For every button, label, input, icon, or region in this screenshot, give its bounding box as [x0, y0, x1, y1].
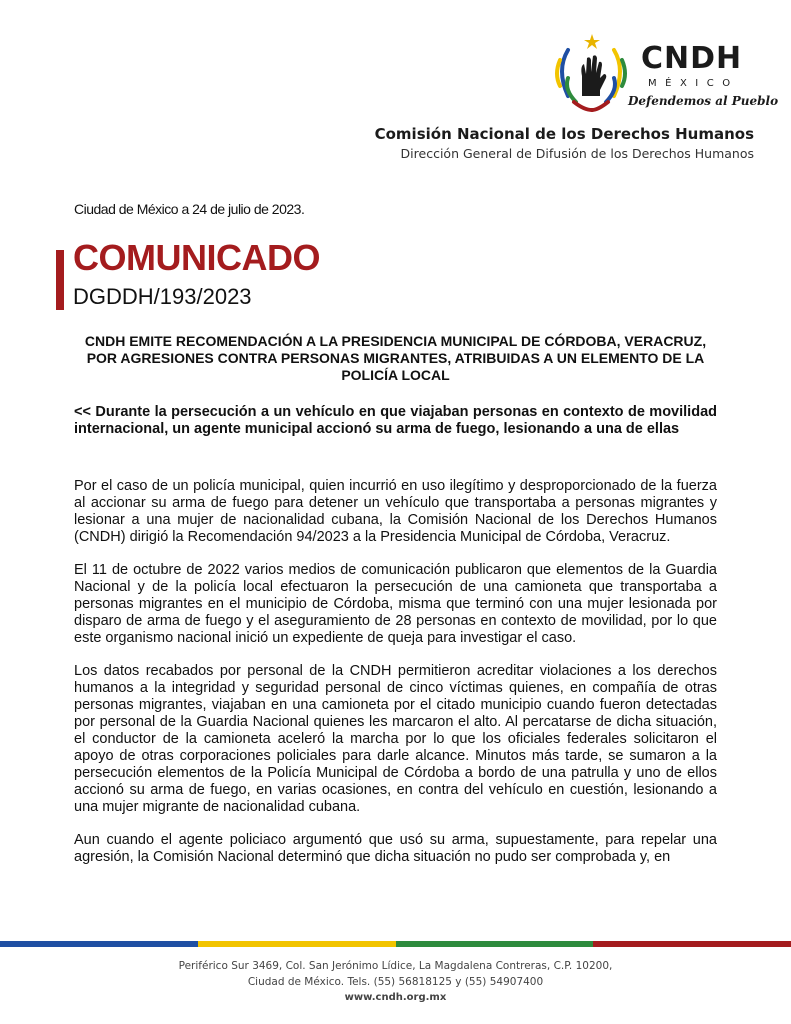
body-paragraph: Aun cuando el agente policiaco argumentó que usó su arma, supuestamente, para repelar una agresión, la Comisión Nacional determinó que dicha situación no pudo ser comprobada y, en: [74, 832, 717, 865]
accent-bar: [56, 250, 64, 310]
cndh-logo-icon: [546, 30, 636, 114]
body-paragraph: Por el caso de un policía municipal, quien incurrió en uso ilegítimo y desproporcionado de la fuerza al accionar su arma de fuego para detener un vehículo que transportaba a personas migrantes y lesionar a una mujer de nacionalidad cubana, la Comisión Nacional de los Derechos Humanos (CNDH) dirigió la Recomendación 94/2023 a la Presidencia Municipal de Córdoba, Veracruz.: [74, 478, 717, 545]
color-stripe: [0, 941, 791, 947]
body-text: [74, 478, 717, 882]
brand-country: MÉXICO: [648, 78, 739, 89]
brand-slogan: Defendemos al Pueblo: [628, 94, 779, 108]
lead-paragraph: << Durante la persecución a un vehículo en que viajaban personas en contexto de movilidad internacional, un agente municipal accionó su arma de fuego, lesionando a una de ellas: [74, 404, 717, 437]
footer: [0, 958, 791, 1006]
stripe-segment: [593, 941, 791, 947]
date-line: Ciudad de México a 24 de julio de 2023.: [74, 201, 305, 217]
stripe-segment: [198, 941, 396, 947]
body-paragraph: Los datos recabados por personal de la CNDH permitieron acreditar violaciones a los derechos humanos a la integridad y seguridad personal de cinco víctimas quienes, en compañía de otras personas migrantes, viajaban en una camioneta por el citado municipio cuando fueron detectadas por personal de la Guardia Nacional quienes les marcaron el alto. Al percatarse de dicha situación, el conductor de la camioneta aceleró la marcha por lo que los oficiales federales solicitaron el apoyo de otras corporaciones policiales para darle alcance. Minutos más tarde, se sumaron a la persecución elementos de la Policía Municipal de Córdoba a bordo de una patrulla y uno de ellos accionó su arma de fuego, en varias ocasiones, en contra del vehículo en cuestión, lesionando a una mujer migrante de nacionalidad cubana.: [74, 663, 717, 815]
org-title: Comisión Nacional de los Derechos Humanos: [374, 125, 754, 143]
footer-address: Periférico Sur 3469, Col. San Jerónimo Lídice, La Magdalena Contreras, C.P. 10200,: [178, 960, 613, 972]
document-type-title: COMUNICADO: [73, 237, 320, 278]
footer-website: www.cndh.org.mx: [344, 992, 447, 1003]
headline: CNDH EMITE RECOMENDACIÓN A LA PRESIDENCIA MUNICIPAL DE CÓRDOBA, VERACRUZ, POR AGRESIONES CONTRA PERSONAS MIGRANTES, ATRIBUIDAS A UN ELEMENTO DE LA POLICÍA LOCAL: [84, 333, 707, 383]
stripe-segment: [0, 941, 198, 947]
org-subtitle: Dirección General de Difusión de los Derechos Humanos: [400, 146, 754, 161]
body-paragraph: El 11 de octubre de 2022 varios medios de comunicación publicaron que elementos de la Guardia Nacional y de la policía local efectuaron la persecución de una camioneta que transportaba a personas migrantes en el municipio de Córdoba, misma que terminó con una mujer lesionada por disparo de arma de fuego y el aseguramiento de 28 personas en contexto de movilidad, por lo que este organismo nacional inició un expediente de queja para investigar el caso.: [74, 562, 717, 646]
document-code: DGDDH/193/2023: [73, 284, 252, 309]
brand-name: CNDH: [641, 41, 743, 76]
stripe-segment: [396, 941, 594, 947]
footer-phone: Ciudad de México. Tels. (55) 56818125 y (55) 54907400: [247, 976, 544, 988]
